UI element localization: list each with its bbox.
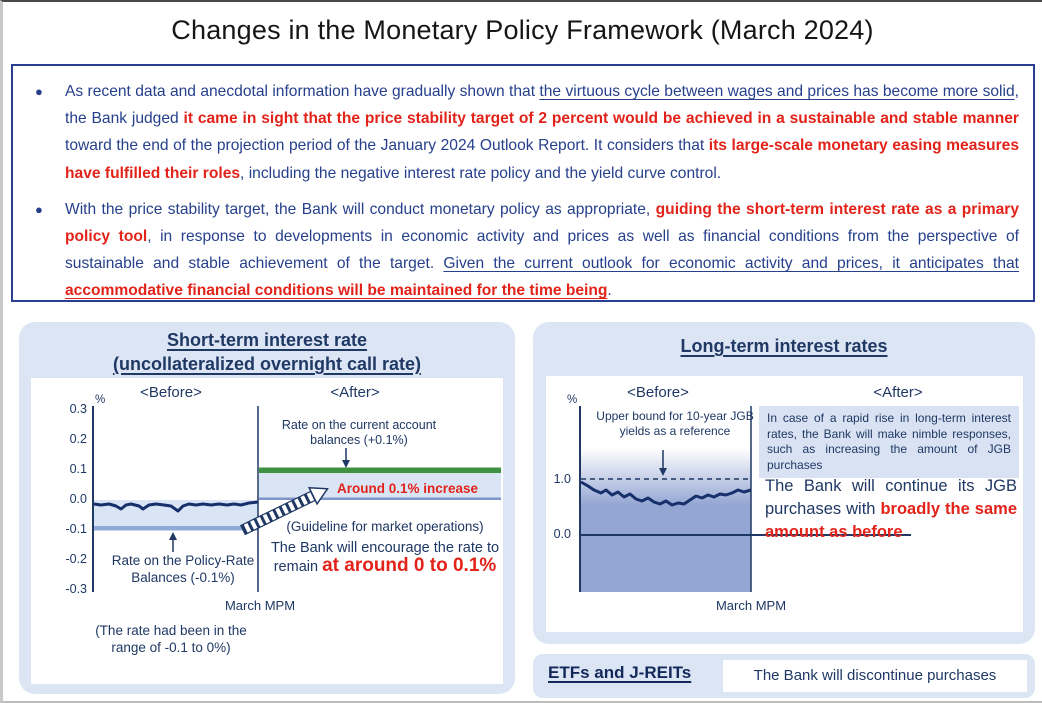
continue-plain: The Bank will continue its JGB purchases with (765, 477, 1017, 518)
long-march-mpm-label: March MPM (715, 598, 787, 613)
short-footnote: (The rate had been in the range of -0.1 to 0%) (95, 623, 247, 655)
encourage-line2-plain: remain (273, 559, 323, 575)
b2-s3: , in response to developments in economic activity and prices as well as financial conditions from the perspective of sustainable and stable achievement of the target. (65, 228, 1020, 273)
down-arrow-icon (342, 448, 350, 468)
ytick-neg0.2: -0.2 (65, 552, 87, 566)
upper-bound-label: Upper bound for 10-year JGB yields as a reference (596, 409, 754, 438)
ytick-0.0: 0.0 (69, 492, 87, 506)
guideline-label: (Guideline for market operations) (286, 519, 484, 534)
b2-s6: . (607, 282, 612, 300)
policy-rate-label: Rate on the Policy-Rate Balances (-0.1%) (111, 553, 255, 585)
b1-s7: , including the negative interest rate policy and the yield curve control. (240, 164, 722, 182)
ytick-0.0: 0.0 (553, 527, 571, 541)
current-account-line (259, 468, 501, 474)
bullet-icon: ● (35, 84, 43, 99)
short-title-line1: Short-term interest rate (166, 330, 368, 350)
short-percent-label: % (95, 394, 106, 406)
short-term-panel-title (19, 328, 515, 376)
etf-statement: The Bank will discontinue purchases (753, 667, 997, 684)
b2-s5: accommodative financial conditions will be maintained for the time being (65, 282, 608, 300)
page-title: Changes in the Monetary Policy Framework (March 2024) (171, 15, 874, 45)
ytick-0.2: 0.2 (69, 432, 87, 446)
long-after-label: <After> (873, 384, 923, 401)
etf-statement-box (723, 660, 1027, 692)
encourage-line2 (263, 557, 507, 576)
bullet-1-text (65, 78, 1019, 187)
b1-s2: the virtuous cycle between wages and prices has become more solid (539, 83, 1015, 100)
encourage-text (263, 539, 507, 576)
long-before-label: <Before> (627, 384, 689, 401)
ytick-neg0.1: -0.1 (65, 522, 87, 536)
summary-box (11, 64, 1035, 302)
long-percent-label: % (567, 394, 578, 406)
continue-purchases-text (765, 475, 1017, 544)
ytick-0.3: 0.3 (69, 402, 87, 416)
short-after-label: <After> (330, 384, 380, 401)
bullet-paragraph-2 (29, 196, 1019, 305)
long-title: Long-term interest rates (680, 336, 888, 356)
encourage-line1: The Bank will encourage the rate to (270, 540, 500, 556)
b1-s4: it came in sight that the price stability target of 2 percent would be achieved in a sustainable and stable manner (183, 110, 1019, 128)
policy-rate-line (94, 526, 258, 531)
b1-s5: toward the end of the projection period of the January 2024 Outlook Report. It considers that (65, 137, 709, 155)
nimble-response-callout: In case of a rapid rise in long-term interest rates, the Bank will make nimble responses, such as increasing the amount of JGB purchases (759, 406, 1019, 478)
encourage-line2-red: at around 0 to 0.1% (322, 555, 497, 576)
up-arrow-icon (169, 532, 177, 552)
b1-s1: As recent data and anecdotal information have gradually shown that (65, 83, 540, 100)
bullet-2-text (65, 196, 1019, 305)
increase-label: Around 0.1% increase (337, 481, 479, 496)
b2-s2: guiding the short-term interest rate as a primary policy tool (65, 200, 1019, 246)
ytick-1.0: 1.0 (553, 472, 571, 486)
ytick-neg0.3: -0.3 (65, 582, 87, 596)
ytick-0.1: 0.1 (69, 462, 87, 476)
short-march-mpm-label: March MPM (224, 598, 296, 613)
bullet-icon: ● (35, 201, 43, 217)
current-account-label: Rate on the current account balances (+0.1%) (281, 418, 437, 447)
bullet-paragraph-1 (29, 78, 1019, 187)
long-term-panel-title (533, 334, 1035, 358)
b2-s1: With the price stability target, the Bank will conduct monetary policy as appropriate, (65, 200, 656, 218)
b2-s4: Given the current outlook for economic activity and prices, it anticipates that (443, 255, 1019, 273)
continue-red: broadly the same amount as before (765, 500, 1018, 541)
short-before-label: <Before> (140, 384, 202, 401)
short-title-line2: (uncollateralized overnight call rate) (112, 354, 422, 374)
etf-label: ETFs and J-REITs (548, 663, 692, 682)
b1-s3: , the Bank judged (65, 83, 1019, 128)
b1-s6: its large-scale monetary easing measures have fulfilled their roles (65, 137, 1019, 182)
